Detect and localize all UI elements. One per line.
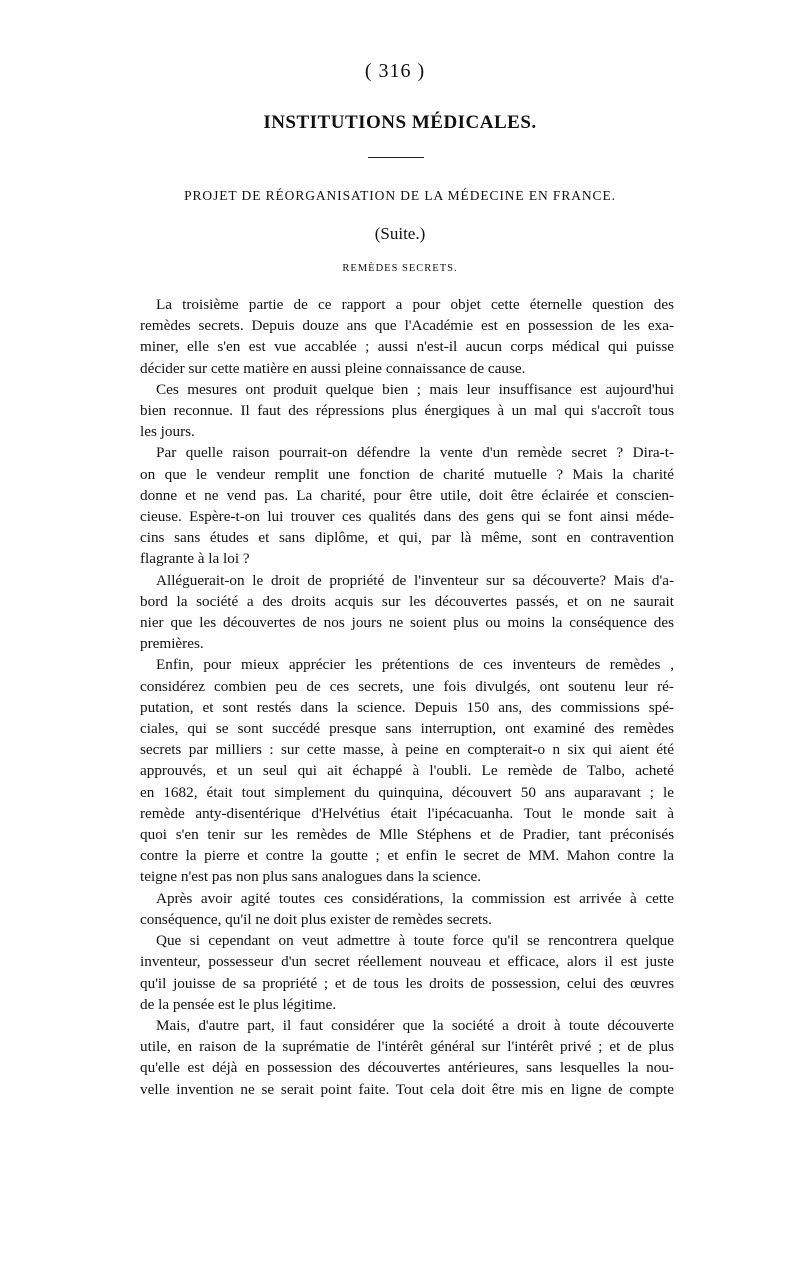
paragraph [140, 570, 674, 655]
text-line: premières. [140, 635, 204, 653]
text-line: bien reconnue. Il faut des répressions plus énergiques à un mal qui s'accroît tous [140, 402, 674, 420]
text-line: les jours. [140, 423, 195, 441]
paragraph [140, 294, 674, 379]
text-line: donne et ne vend pas. La charité, pour être utile, doit être éclairée et conscien- [140, 486, 674, 504]
text-line: teigne n'est pas non plus sans analogues dans la science. [140, 868, 481, 886]
text-line: Après avoir agité toutes ces considérations, la commission est arrivée à cette [156, 889, 674, 907]
text-line: de la pensée est le plus légitime. [140, 995, 337, 1013]
text-line: contre la pierre et contre la goutte ; et enfin le secret de MM. Mahon contre la [140, 847, 674, 865]
text-line: Enfin, pour mieux apprécier les prétentions de ces inventeurs de remèdes , [156, 656, 674, 674]
paragraph [140, 442, 674, 569]
continuation-note: (Suite.) [374, 224, 426, 243]
paragraph [140, 1015, 674, 1100]
text-line: qu'elle est déjà en possession des découvertes antérieures, sans lesquelles la nou- [140, 1059, 674, 1077]
paragraph [140, 888, 674, 930]
text-line: considérez combien peu de ces secrets, une fois divulgés, ont soutenu leur ré- [140, 677, 674, 695]
text-line: utile, en raison de la suprématie de l'intérêt général sur l'intérêt privé ; et de plus [140, 1038, 674, 1056]
text-line: quoi s'en tenir sur les remèdes de Mlle Stéphens et de Pradier, tant préconisés [140, 826, 674, 844]
body-text [140, 294, 674, 1100]
text-line: approuvés, et un seul qui ait échappé à l'oubli. Le remède de Talbo, acheté [140, 762, 674, 780]
text-line: velle invention ne se serait point faite. Tout cela doit être mis en ligne de compte [140, 1080, 674, 1098]
text-line: flagrante à la loi ? [140, 550, 250, 568]
text-line: qu'il jouisse de sa propriété ; et de tous les droits de possession, celui des œuvres [140, 974, 674, 992]
text-line: nier que les découvertes de nos jours ne soient plus ou moins la conséquence des [140, 614, 674, 632]
text-line: La troisième partie de ce rapport a pour objet cette éternelle question des [156, 296, 674, 313]
text-line: décider sur cette matière en aussi pleine connaissance de cause. [140, 359, 526, 377]
text-line: putation, et sont restés dans la science. Depuis 150 ans, des commissions spé- [140, 698, 674, 716]
page-number: ( 316 ) [364, 60, 426, 82]
text-line: bord la société a des droits acquis sur les découvertes passés, et on ne saurait [140, 592, 674, 610]
subsection-title: REMÈDES SECRETS. [342, 263, 458, 274]
text-line: remèdes secrets. Depuis douze ans que l'Académie est en possession de les exa- [140, 317, 674, 335]
text-line: cieuse. Espère-t-on lui trouver ces qualités dans des gens qui se font ainsi méde- [140, 508, 674, 526]
text-line: on que le vendeur remplit une fonction de charité mutuelle ? Mais la charité [140, 465, 674, 483]
title-divider [368, 157, 424, 158]
text-line: cins sans études et sans diplôme, et qui, par là même, sont en contravention [140, 529, 674, 547]
text-line: inventeur, possesseur d'un secret réellement nouveau et efficace, alors il est juste [140, 953, 674, 971]
text-line: secrets par milliers : sur cette masse, à peine en compterait-o n six qui aient été [140, 741, 674, 759]
text-line: conséquence, qu'il ne doit plus exister de remèdes secrets. [140, 910, 492, 928]
paragraph [140, 379, 674, 443]
text-line: remède anty-disentérique d'Helvétius était l'ipécacuanha. Tout le monde sait à [140, 804, 674, 822]
text-line: Que si cependant on veut admettre à toute force qu'il se rencontrera quelque [156, 932, 674, 950]
text-line: Ces mesures ont produit quelque bien ; mais leur insuffisance est aujourd'hui [156, 380, 674, 398]
paragraph [140, 654, 674, 887]
text-line: ciales, qui se sont succédé presque sans interruption, ont examiné des remèdes [140, 720, 674, 738]
text-line: Mais, d'autre part, il faut considérer que la société a droit à toute découverte [156, 1016, 674, 1034]
text-line: Par quelle raison pourrait-on défendre la vente d'un remède secret ? Dira-t- [156, 444, 674, 462]
paragraph [140, 930, 674, 1015]
article-title: PROJET DE RÉORGANISATION DE LA MÉDECINE EN FRANCE. [184, 188, 616, 203]
section-title: INSTITUTIONS MÉDICALES. [263, 112, 537, 133]
text-line: en 1682, était tout simplement du quinquina, découvert 50 ans auparavant ; le [140, 783, 674, 801]
text-line: Alléguerait-on le droit de propriété de l'inventeur sur sa découverte? Mais d'a- [156, 571, 674, 589]
text-line: miner, elle s'en est vue accablée ; aussi n'est-il aucun corps médical qui puisse [140, 338, 674, 356]
